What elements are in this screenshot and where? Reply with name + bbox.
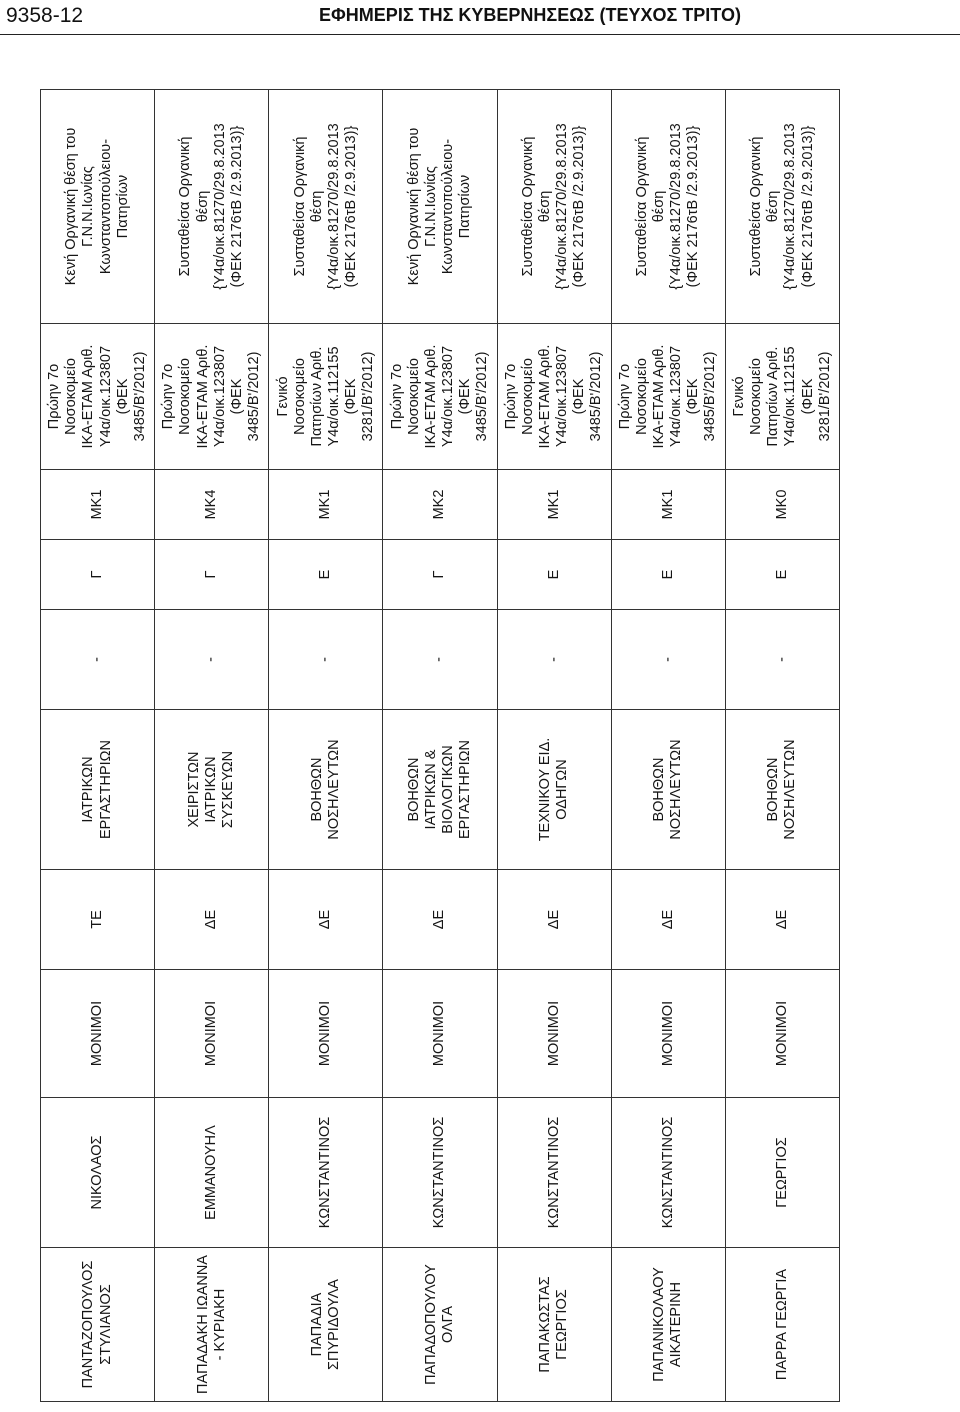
- new-position-cell: Συσταθείσα Οργανική θέση {Υ4α/οικ.81270/29.8.2013 (ΦΕΚ 2176τΒ /2.9.2013)}: [269, 90, 383, 324]
- employee-name-cell: ΠΑΠΑΔΟΠΟΥΛΟΥ ΟΛΓΑ: [383, 1248, 497, 1402]
- employment-type-cell: ΜΟΝΙΜΟΙ: [41, 970, 155, 1098]
- grade-cell: Γ: [383, 540, 497, 610]
- journal-title: ΕΦΗΜΕΡΙΣ ΤΗΣ ΚΥΒΕΡΝΗΣΕΩΣ (ΤΕΥΧΟΣ ΤΡΙΤΟ): [319, 5, 741, 25]
- page-header: [0, 0, 960, 35]
- specialty-cell: -: [41, 610, 155, 710]
- table-row: [155, 90, 269, 1402]
- grade-cell: Ε: [269, 540, 383, 610]
- employee-name-cell: ΠΑΠΑΔΙΑ ΣΠΥΡΙΔΟΥΛΑ: [269, 1248, 383, 1402]
- employment-type-cell: ΜΟΝΙΜΟΙ: [611, 970, 725, 1098]
- salary-step-cell: ΜΚ1: [611, 470, 725, 540]
- branch-cell: ΧΕΙΡΙΣΤΩΝ ΙΑΤΡΙΚΩΝ ΣΥΣΚΕΥΩΝ: [155, 710, 269, 870]
- education-category-cell: ΔΕ: [383, 870, 497, 970]
- education-category-cell: ΔΕ: [725, 870, 839, 970]
- employee-name-cell: ΠΑΠΑΚΩΣΤΑΣ ΓΕΩΡΓΙΟΣ: [497, 1248, 611, 1402]
- grade-cell: Ε: [497, 540, 611, 610]
- employee-name-cell: ΠΑΡΡΑ ΓΕΩΡΓΙΑ: [725, 1248, 839, 1402]
- grade-cell: Γ: [155, 540, 269, 610]
- employee-name-cell: ΠΑΝΤΑΖΟΠΟΥΛΟΣ ΣΤΥΛΙΑΝΟΣ: [41, 1248, 155, 1402]
- father-name-cell: ΚΩΝΣΤΑΝΤΙΝΟΣ: [269, 1098, 383, 1248]
- new-position-cell: Συσταθείσα Οργανική θέση {Υ4α/οικ.81270/29.8.2013 (ΦΕΚ 2176τΒ /2.9.2013)}: [497, 90, 611, 324]
- salary-step-cell: ΜΚ1: [41, 470, 155, 540]
- father-name-cell: ΕΜΜΑΝΟΥΗΛ: [155, 1098, 269, 1248]
- employee-name-cell: ΠΑΠΑΝΙΚΟΛΑΟΥ ΑΙΚΑΤΕΡΙΝΗ: [611, 1248, 725, 1402]
- father-name-cell: ΝΙΚΟΛΑΟΣ: [41, 1098, 155, 1248]
- new-position-cell: Συσταθείσα Οργανική θέση {Υ4α/οικ.81270/29.8.2013 (ΦΕΚ 2176τΒ /2.9.2013)}: [155, 90, 269, 324]
- salary-step-cell: ΜΚ4: [155, 470, 269, 540]
- education-category-cell: ΔΕ: [269, 870, 383, 970]
- branch-cell: ΒΟΗΘΩΝ ΝΟΣΗΛΕΥΤΩΝ: [611, 710, 725, 870]
- salary-step-cell: ΜΚ2: [383, 470, 497, 540]
- branch-cell: ΒΟΗΘΩΝ ΝΟΣΗΛΕΥΤΩΝ: [725, 710, 839, 870]
- current-unit-cell: Γενικό Νοσοκομείο Πατησίων Αριθ. Υ4α/οικ.112155 (ΦΕΚ 3281/Β'/2012): [725, 324, 839, 470]
- employee-name-cell: ΠΑΠΑΔΑΚΗ ΙΩΑΝΝΑ - ΚΥΡΙΑΚΗ: [155, 1248, 269, 1402]
- current-unit-cell: Πρώην 7ο Νοσοκομείο ΙΚΑ-ΕΤΑΜ Αριθ. Υ4α/οικ.123807 (ΦΕΚ 3485/Β'/2012): [383, 324, 497, 470]
- table-row: [41, 90, 155, 1402]
- new-position-cell: Κενή Οργανική θέση του Γ.Ν.Ν.Ιωνίας Κωνσταντοπούλειου- Πατησίων: [383, 90, 497, 324]
- specialty-cell: -: [155, 610, 269, 710]
- education-category-cell: ΔΕ: [611, 870, 725, 970]
- branch-cell: ΤΕΧΝΙΚΟΥ ΕΙΔ. ΟΔΗΓΩΝ: [497, 710, 611, 870]
- employment-type-cell: ΜΟΝΙΜΟΙ: [155, 970, 269, 1098]
- branch-cell: ΒΟΗΘΩΝ ΝΟΣΗΛΕΥΤΩΝ: [269, 710, 383, 870]
- specialty-cell: -: [611, 610, 725, 710]
- new-position-cell: Συσταθείσα Οργανική θέση {Υ4α/οικ.81270/29.8.2013 (ΦΕΚ 2176τΒ /2.9.2013)}: [611, 90, 725, 324]
- employment-type-cell: ΜΟΝΙΜΟΙ: [269, 970, 383, 1098]
- specialty-cell: -: [383, 610, 497, 710]
- father-name-cell: ΚΩΝΣΤΑΝΤΙΝΟΣ: [383, 1098, 497, 1248]
- personnel-table: [40, 89, 840, 1402]
- current-unit-cell: Πρώην 7ο Νοσοκομείο ΙΚΑ-ΕΤΑΜ Αριθ. Υ4α/οικ.123807 (ΦΕΚ 3485/Β'/2012): [41, 324, 155, 470]
- salary-step-cell: ΜΚ1: [269, 470, 383, 540]
- education-category-cell: ΤΕ: [41, 870, 155, 970]
- employment-type-cell: ΜΟΝΙΜΟΙ: [497, 970, 611, 1098]
- education-category-cell: ΔΕ: [497, 870, 611, 970]
- current-unit-cell: Πρώην 7ο Νοσοκομείο ΙΚΑ-ΕΤΑΜ Αριθ. Υ4α/οικ.123807 (ΦΕΚ 3485/Β'/2012): [497, 324, 611, 470]
- specialty-cell: -: [497, 610, 611, 710]
- education-category-cell: ΔΕ: [155, 870, 269, 970]
- employment-type-cell: ΜΟΝΙΜΟΙ: [383, 970, 497, 1098]
- table-row: [725, 90, 839, 1402]
- grade-cell: Ε: [611, 540, 725, 610]
- current-unit-cell: Γενικό Νοσοκομείο Πατησίων Αριθ. Υ4α/οικ.112155 (ΦΕΚ 3281/Β'/2012): [269, 324, 383, 470]
- grade-cell: Ε: [725, 540, 839, 610]
- salary-step-cell: ΜΚ1: [497, 470, 611, 540]
- grade-cell: Γ: [41, 540, 155, 610]
- specialty-cell: -: [269, 610, 383, 710]
- salary-step-cell: ΜΚ0: [725, 470, 839, 540]
- page-number: 9358-12: [6, 4, 84, 27]
- table-row: [383, 90, 497, 1402]
- father-name-cell: ΚΩΝΣΤΑΝΤΙΝΟΣ: [497, 1098, 611, 1248]
- employment-type-cell: ΜΟΝΙΜΟΙ: [725, 970, 839, 1098]
- current-unit-cell: Πρώην 7ο Νοσοκομείο ΙΚΑ-ΕΤΑΜ Αριθ. Υ4α/οικ.123807 (ΦΕΚ 3485/Β'/2012): [155, 324, 269, 470]
- branch-cell: ΒΟΗΘΩΝ ΙΑΤΡΙΚΩΝ & ΒΙΟΛΟΓΙΚΩΝ ΕΡΓΑΣΤΗΡΙΩΝ: [383, 710, 497, 870]
- new-position-cell: Συσταθείσα Οργανική θέση {Υ4α/οικ.81270/29.8.2013 (ΦΕΚ 2176τΒ /2.9.2013)}: [725, 90, 839, 324]
- current-unit-cell: Πρώην 7ο Νοσοκομείο ΙΚΑ-ΕΤΑΜ Αριθ. Υ4α/οικ.123807 (ΦΕΚ 3485/Β'/2012): [611, 324, 725, 470]
- father-name-cell: ΓΕΩΡΓΙΟΣ: [725, 1098, 839, 1248]
- father-name-cell: ΚΩΝΣΤΑΝΤΙΝΟΣ: [611, 1098, 725, 1248]
- new-position-cell: Κενή Οργανική θέση του Γ.Ν.Ν.Ιωνίας Κωνσταντοπούλειου- Πατησίων: [41, 90, 155, 324]
- table-row: [269, 90, 383, 1402]
- table-row: [497, 90, 611, 1402]
- table-body: [41, 90, 840, 1402]
- specialty-cell: -: [725, 610, 839, 710]
- rotated-table-container: [40, 90, 840, 1402]
- branch-cell: ΙΑΤΡΙΚΩΝ ΕΡΓΑΣΤΗΡΙΩΝ: [41, 710, 155, 870]
- table-row: [611, 90, 725, 1402]
